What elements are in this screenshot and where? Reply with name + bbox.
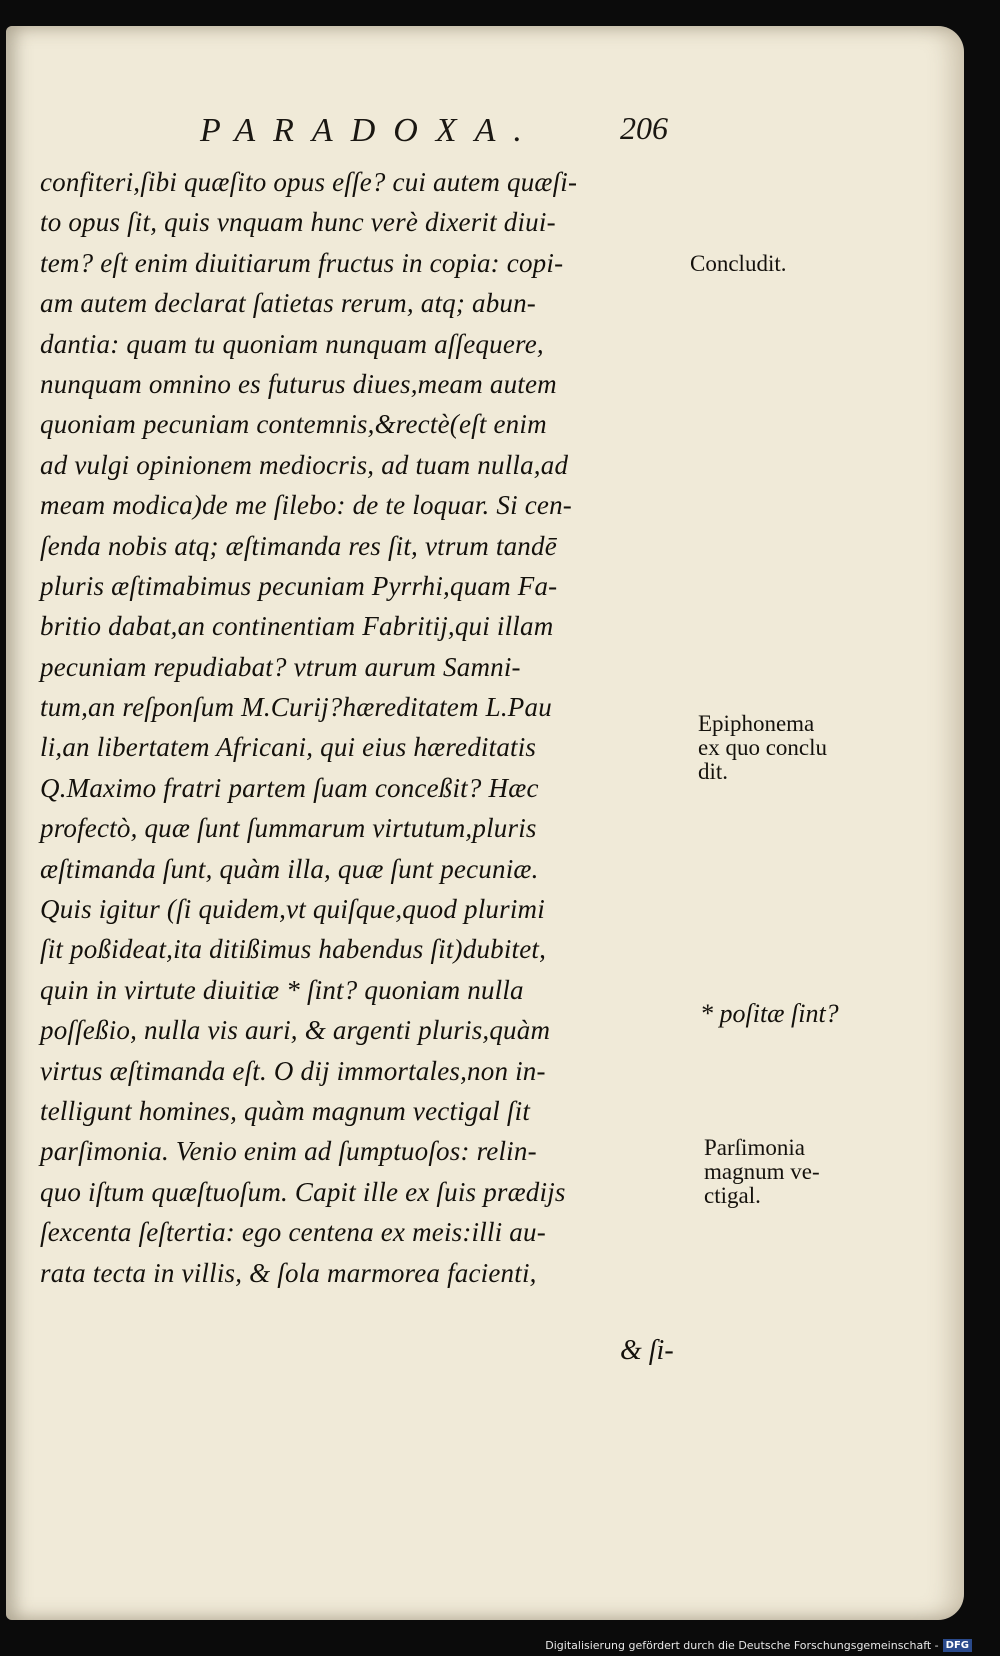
text-line: am autem declarat ſatietas rerum, atq; abun- (40, 288, 536, 319)
text-line: britio dabat,an continentiam Fabritij,qui illam (40, 611, 554, 642)
marginal-note-line: Parſimonia (704, 1135, 805, 1160)
text-line: tem? eſt enim diuitiarum fructus in copia: copi- (40, 247, 564, 278)
text-line: li,an libertatem Africani, qui eius hæreditatis (40, 732, 537, 763)
text-line: profectò, quæ ſunt ſummarum virtutum,pluris (40, 813, 537, 844)
text-line: quin in virtute diuitiæ * ſint? quoniam nulla (40, 974, 524, 1005)
digitization-credit (545, 1639, 972, 1652)
text-line: ſit poßideat,ita ditißimus habendus ſit)dubitet, (40, 934, 547, 965)
text-line: poſſeßio, nulla vis auri, & argenti pluris,quàm (40, 1015, 551, 1046)
text-line: quoniam pecuniam contemnis,&rectè(eſt enim (40, 409, 547, 440)
text-line: pluris æſtimabimus pecuniam Pyrrhi,quam Fa- (40, 570, 558, 601)
marginal-note-line: dit. (698, 759, 729, 784)
page-number: 206 (620, 110, 668, 146)
text-line: to opus ſit, quis vnquam hunc verè dixerit diui- (40, 207, 556, 238)
running-head: PARADOXA. (200, 112, 540, 149)
catchword: & ſi- (620, 1335, 674, 1366)
marginal-note-line: ex quo conclu (698, 735, 828, 760)
text-line: rata tecta in villis, & ſola marmorea facienti, (40, 1257, 537, 1288)
dfg-logo: DFG (943, 1639, 972, 1652)
marginal-note-parsimonia (704, 1136, 820, 1208)
text-line: ſexcenta ſeſtertia: ego centena ex meis:illi au- (40, 1217, 546, 1248)
text-line: confiteri,ſibi quæſito opus eſſe? cui autem quæſi- (40, 167, 578, 197)
text-line: dantia: quam tu quoniam nunquam aſſequere, (40, 328, 544, 359)
text-line: telligunt homines, quàm magnum vectigal ſit (40, 1095, 531, 1126)
main-text-block (40, 162, 680, 1293)
text-line: ad vulgi opinionem mediocris, ad tuam nulla,ad (40, 449, 569, 480)
text-line: pecuniam repudiabat? vtrum aurum Samni- (40, 651, 521, 682)
marginal-note-line: Epiphonema (698, 711, 815, 736)
text-line: quo iſtum quæſtuoſum. Capit ille ex ſuis prædijs (40, 1176, 566, 1207)
text-line: tum,an reſponſum M.Curij?hæreditatem L.Pau (40, 692, 552, 723)
marginal-note-epiphonema (698, 712, 827, 784)
text-line: Q.Maximo fratri partem ſuam conceßit? Hæc (40, 772, 539, 803)
text-line: æſtimanda ſunt, quàm illa, quæ ſunt pecuniæ. (40, 853, 539, 884)
text-line: parſimonia. Venio enim ad ſumptuoſos: relin- (40, 1136, 537, 1167)
text-line: ſenda nobis atq; æſtimanda res ſit, vtrum tandē (40, 530, 557, 561)
text-line: nunquam omnino es futurus diues,meam autem (40, 368, 557, 399)
marginal-note-concludit: Concludit. (690, 251, 787, 276)
marginal-note-line: ctigal. (704, 1183, 761, 1208)
credit-text: Digitalisierung gefördert durch die Deutsche Forschungsgemeinschaft - (545, 1639, 939, 1652)
text-line: Quis igitur (ſi quidem,vt quiſque,quod plurimi (40, 894, 545, 925)
text-line: meam modica)de me ſilebo: de te loquar. Si cen- (40, 490, 572, 521)
text-line: virtus æſtimanda eſt. O dij immortales,non in- (40, 1055, 546, 1086)
marginal-note-posita: * poſitæ ſint? (700, 999, 839, 1028)
marginal-note-line: magnum ve- (704, 1159, 820, 1184)
